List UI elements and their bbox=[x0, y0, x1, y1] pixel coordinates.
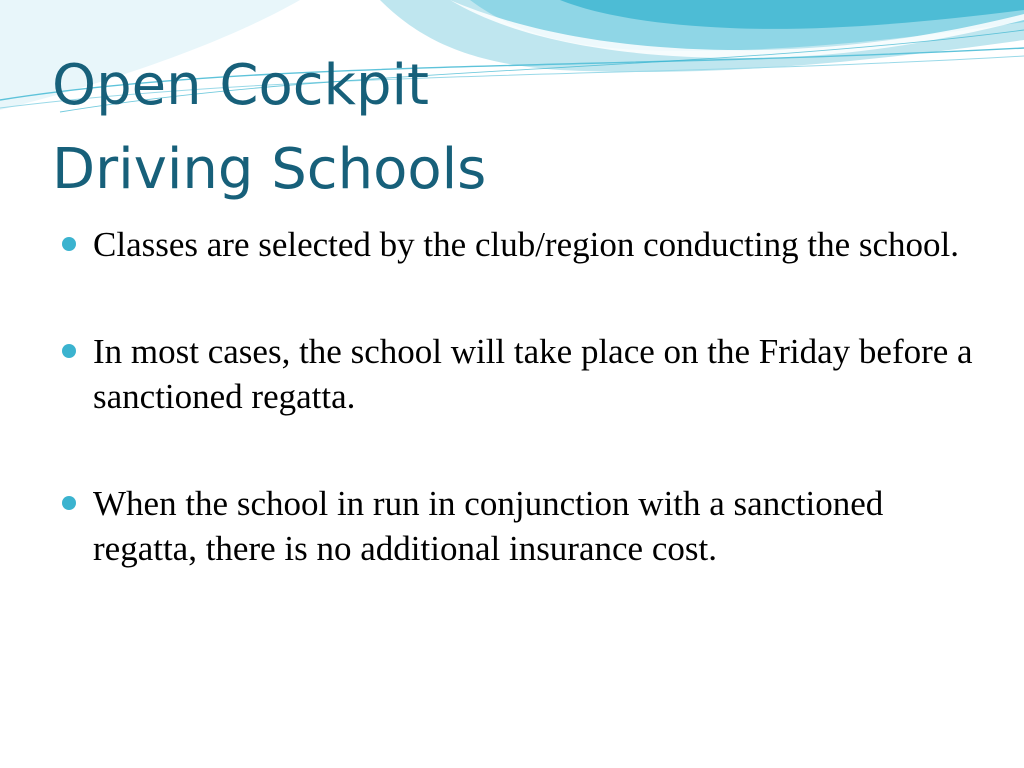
bullet-dot-icon bbox=[62, 344, 76, 358]
bullet-dot-icon bbox=[62, 496, 76, 510]
bullet-text: Classes are selected by the club/region conducting the school. bbox=[93, 225, 959, 264]
slide-title bbox=[52, 44, 486, 212]
bullet-text: When the school in run in conjunction with a sanctioned regatta, there is no additional insurance cost. bbox=[93, 484, 884, 568]
bullet-item-3 bbox=[60, 481, 980, 571]
slide-title-line-2: Driving Schools bbox=[52, 137, 487, 202]
bullet-item-1 bbox=[60, 222, 980, 267]
bullet-item-2 bbox=[60, 329, 980, 419]
bullet-list bbox=[60, 222, 980, 633]
bullet-text: In most cases, the school will take place on the Friday before a sanctioned regatta. bbox=[93, 332, 973, 416]
slide-title-line-1: Open Cockpit bbox=[52, 53, 430, 118]
bullet-dot-icon bbox=[62, 237, 76, 251]
